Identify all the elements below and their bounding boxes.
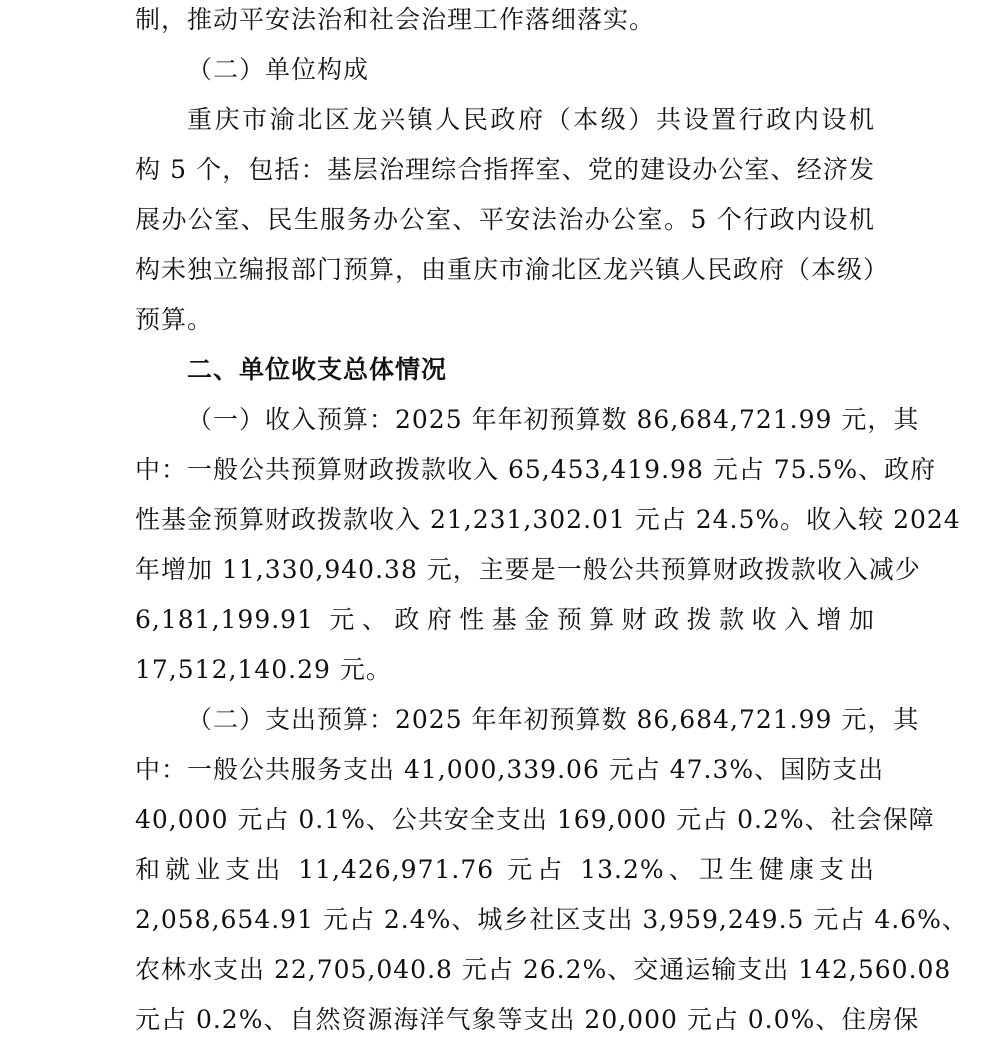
paragraph-line: 性基金预算财政拨款收入 21,231,302.01 元占 24.5%。收入较 2024	[135, 505, 961, 534]
paragraph-line-continuation: 制，推动平安法治和社会治理工作落细落实。	[135, 5, 656, 34]
paragraph-line: 40,000 元占 0.1%、公共安全支出 169,000 元占 0.2%、社会保障	[135, 805, 935, 834]
paragraph-line: 2,058,654.91 元占 2.4%、城乡社区支出 3,959,249.5 元占 4.6%、	[135, 905, 968, 934]
paragraph-line: （一）收入预算：2025 年年初预算数 86,684,721.99 元，其	[187, 405, 920, 434]
paragraph-line: 年增加 11,330,940.38 元，主要是一般公共预算财政拨款收入减少	[135, 555, 921, 584]
paragraph-line: 中：一般公共服务支出 41,000,339.06 元占 47.3%、国防支出	[135, 755, 885, 784]
paragraph-line-end: 预算。	[135, 305, 214, 334]
paragraph-line: 中：一般公共预算财政拨款收入 65,453,419.98 元占 75.5%、政府	[135, 455, 937, 484]
paragraph-line: 构 5 个，包括：基层治理综合指挥室、党的建设办公室、经济发	[135, 155, 875, 184]
section-heading-income-expenditure: 二、单位收支总体情况	[187, 355, 448, 384]
paragraph-line: 元占 0.2%、自然资源海洋气象等支出 20,000 元占 0.0%、住房保	[135, 1005, 920, 1034]
paragraph-line-end: 17,512,140.29 元。	[135, 655, 392, 684]
paragraph-line: 构未独立编报部门预算，由重庆市渝北区龙兴镇人民政府（本级）	[135, 255, 890, 284]
paragraph-line: 6,181,199.91 元、政府性基金预算财政拨款收入增加	[135, 605, 875, 634]
paragraph-line: 重庆市渝北区龙兴镇人民政府（本级）共设置行政内设机	[187, 105, 875, 134]
paragraph-line: （二）支出预算：2025 年年初预算数 86,684,721.99 元，其	[187, 705, 920, 734]
paragraph-line: 农林水支出 22,705,040.8 元占 26.2%、交通运输支出 142,560.08	[135, 955, 952, 984]
paragraph-line: 和就业支出 11,426,971.76 元占 13.2%、卫生健康支出	[135, 855, 875, 884]
section-heading-unit-composition: （二）单位构成	[187, 55, 370, 84]
paragraph-line: 展办公室、民生服务办公室、平安法治办公室。5 个行政内设机	[135, 205, 875, 234]
